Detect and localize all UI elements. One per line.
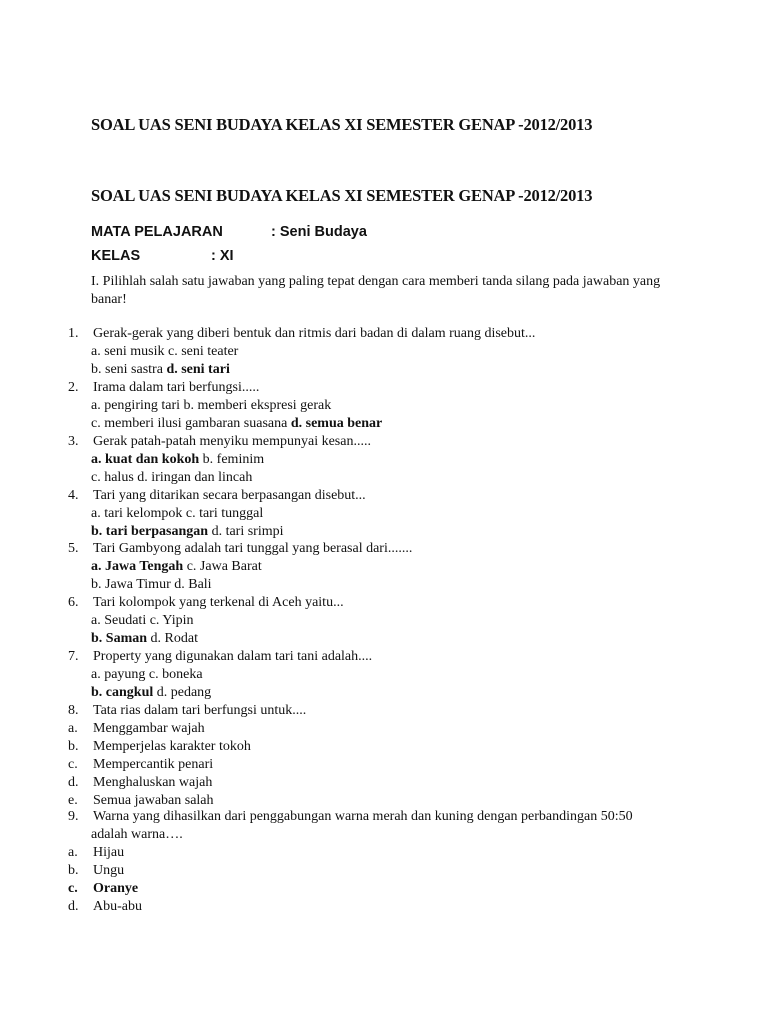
option-text: Semua jawaban salah [93,793,214,808]
question-number: 8. [68,703,79,718]
question-5 [0,540,768,594]
correct-answer: b. cangkul [91,685,154,700]
question-number: 5. [68,541,79,556]
question-text: Tari kolompok yang terkenal di Aceh yaitu... [93,595,344,610]
option-line: c. halus d. iringan dan lincah [91,470,253,485]
correct-answer: d. semua benar [290,416,383,431]
option-line [91,415,382,433]
subject-value: : Seni Budaya [271,224,367,240]
option-line: a. tari kelompok c. tari tunggal [91,506,264,521]
option-text: Abu-abu [93,899,142,914]
option-text: Mempercantik penari [93,757,214,772]
question-text: Tari yang ditarikan secara berpasangan disebut... [93,488,366,503]
option-text: Hijau [93,845,125,860]
question-8 [0,702,768,810]
class-value: : XI [211,248,234,264]
option-line [91,523,284,541]
correct-answer-label: c. [68,881,78,896]
correct-answer: Oranye [93,881,139,896]
option-text: Memperjelas karakter tokoh [93,739,251,754]
option-text: Ungu [93,863,125,878]
question-text: Tari Gambyong adalah tari tunggal yang berasal dari....... [93,541,413,556]
option-text: Menghaluskan wajah [93,775,213,790]
document-title: SOAL UAS SENI BUDAYA KELAS XI SEMESTER GENAP -2012/2013 [91,186,593,205]
correct-answer: b. Saman [91,631,148,646]
correct-answer: d. seni tari [166,362,230,377]
question-text: Tata rias dalam tari berfungsi untuk.... [93,703,307,718]
class-label: KELAS [91,248,141,264]
subject-label: MATA PELAJARAN [91,224,223,240]
correct-answer: b. tari berpasangan [91,524,209,539]
option-text: b. seni sastra [91,362,167,377]
question-3 [0,433,768,487]
option-label: d. [68,775,79,790]
option-label: a. [68,845,78,860]
question-text: Irama dalam tari berfungsi..... [93,380,260,395]
option-line [91,451,264,469]
option-line: a. seni musik c. seni teater [91,344,239,359]
question-text: Gerak patah-patah menyiku mempunyai kesan..... [93,434,371,449]
option-label: e. [68,793,78,808]
question-2 [0,379,768,433]
question-number: 3. [68,434,79,449]
question-7 [0,648,768,702]
option-text: d. tari srimpi [208,524,284,539]
question-4 [0,487,768,541]
question-number: 7. [68,649,79,664]
option-label: c. [68,757,78,772]
class-row [91,248,234,264]
correct-answer: a. kuat dan kokoh [91,452,200,467]
question-number: 9. [68,809,79,824]
question-number: 4. [68,488,79,503]
instruction: I. Pilihlah salah satu jawaban yang paling tepat dengan cara memberi tanda silang pada jawaban yang banar! [91,274,661,307]
question-number: 1. [68,326,79,341]
option-line [91,558,262,576]
option-label: a. [68,721,78,736]
option-line: a. Seudati c. Yipin [91,613,194,628]
question-number: 6. [68,595,79,610]
question-text: adalah warna…. [91,827,183,842]
subject-row [91,224,367,240]
option-line [91,684,211,702]
option-label: d. [68,899,79,914]
document-title: SOAL UAS SENI BUDAYA KELAS XI SEMESTER GENAP -2012/2013 [91,115,593,134]
question-text: Property yang digunakan dalam tari tani adalah.... [93,649,373,664]
question-text: Gerak-gerak yang diberi bentuk dan ritmis dari badan di dalam ruang disebut... [93,326,536,341]
question-6 [0,594,768,648]
option-text: d. pedang [153,685,212,700]
option-text: c. Jawa Barat [183,559,262,574]
question-number: 2. [68,380,79,395]
option-label: b. [68,863,79,878]
option-line [91,630,198,648]
question-9 [0,808,768,916]
correct-answer: a. Jawa Tengah [91,559,184,574]
option-text: b. feminim [199,452,265,467]
option-line [91,361,230,379]
option-label: b. [68,739,79,754]
question-text: Warna yang dihasilkan dari penggabungan warna merah dan kuning dengan perbandingan 50:50 [93,809,633,824]
option-line: b. Jawa Timur d. Bali [91,577,212,592]
option-line: a. pengiring tari b. memberi ekspresi gerak [91,398,332,413]
option-text: c. memberi ilusi gambaran suasana [91,416,291,431]
option-text: Menggambar wajah [93,721,205,736]
option-text: d. Rodat [147,631,198,646]
option-line: a. payung c. boneka [91,667,203,682]
question-1 [0,325,768,379]
